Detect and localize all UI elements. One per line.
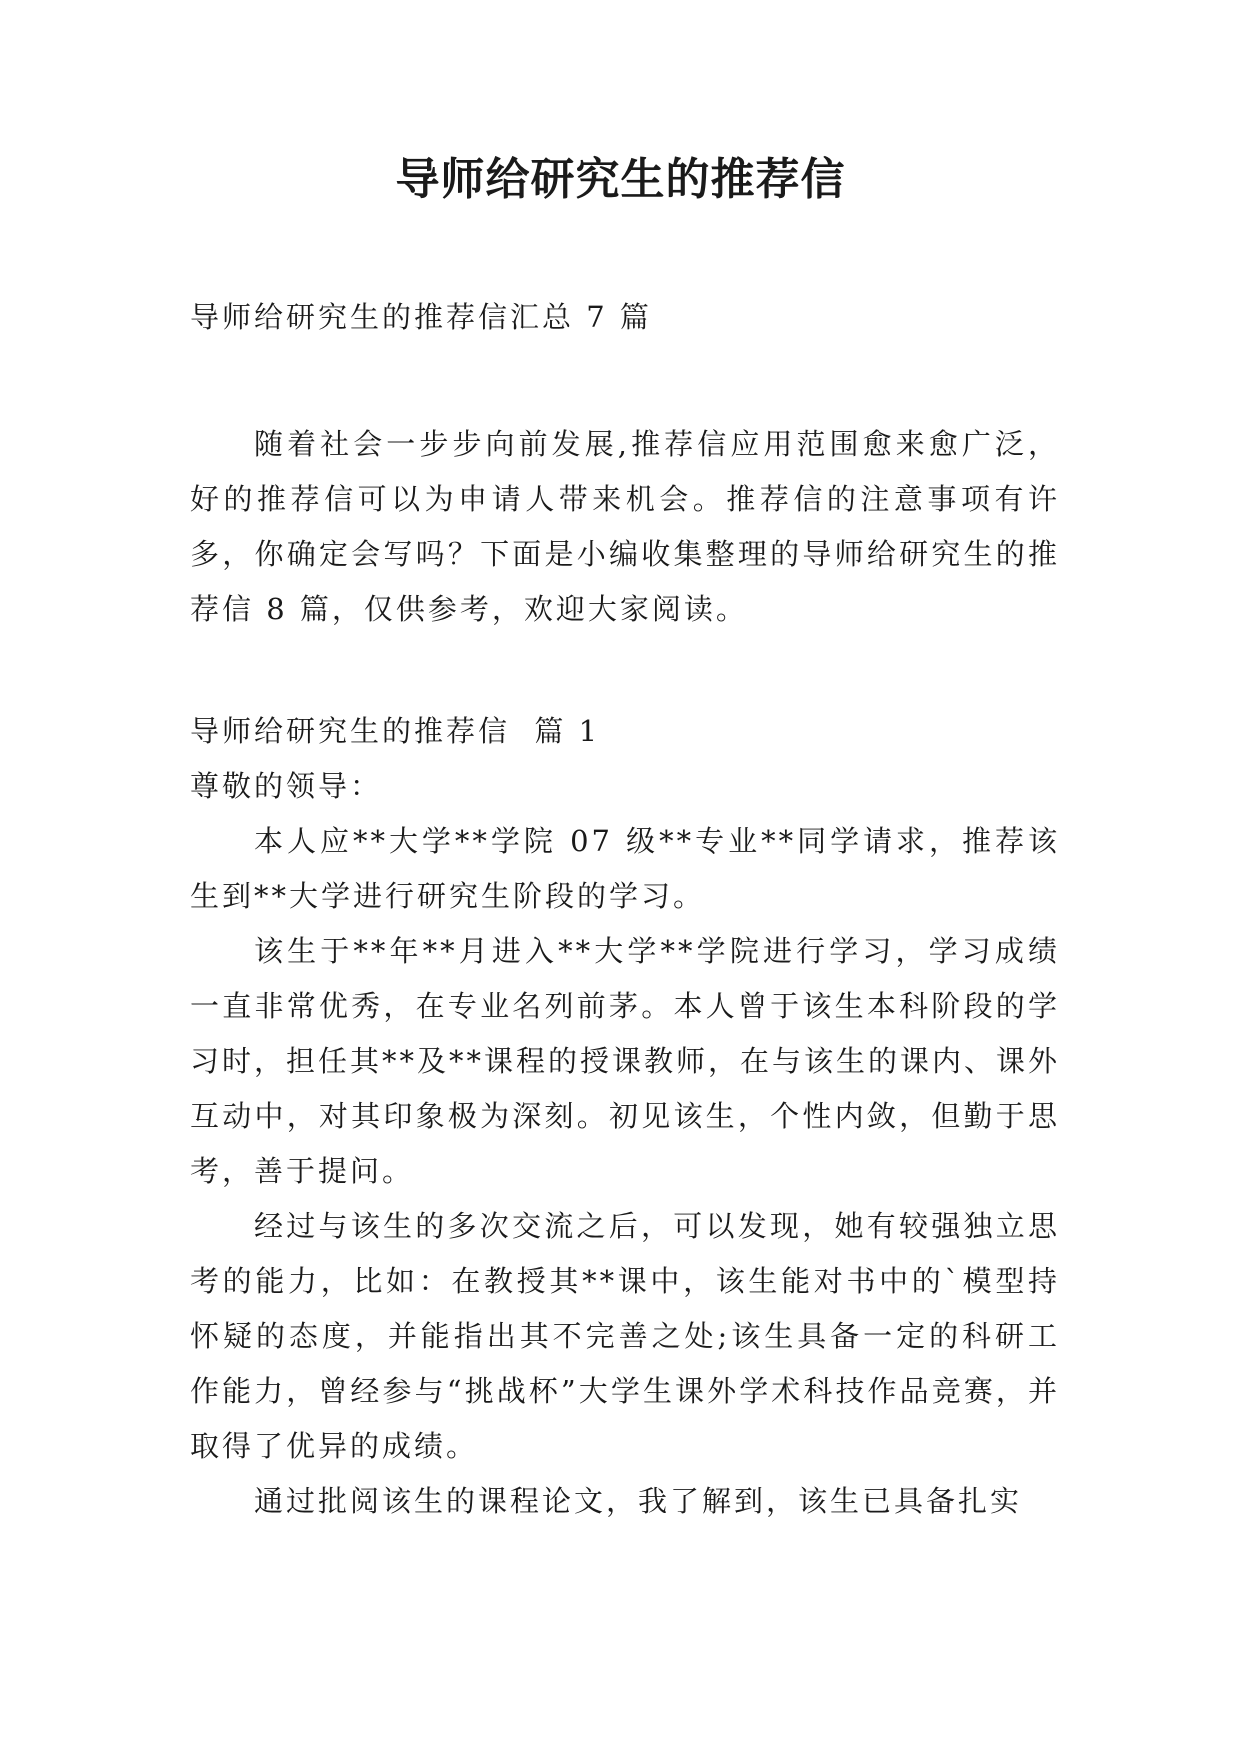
section-heading: 导师给研究生的推荐信 篇 1 [190,714,601,748]
intro-paragraph: 随着社会一步步向前发展,推荐信应用范围愈来愈广泛，好的推荐信可以为申请人带来机会。推荐信的注意事项有许多，你确定会写吗？下面是小编收集整理的导师给研究生的推荐信 8 篇，仅供参考，欢迎大家阅读。 [190,427,1060,626]
body-paragraph: 本人应**大学**学院 07 级**专业**同学请求，推荐该生到**大学进行研究生阶段的学习。 [190,824,1060,913]
salutation: 尊敬的领导： [190,769,383,803]
document-title: 导师给研究生的推荐信 [395,154,846,205]
body-paragraph: 经过与该生的多次交流之后，可以发现，她有较强独立思考的能力，比如：在教授其**课中，该生能对书中的`模型持怀疑的态度，并能指出其不完善之处;该生具备一定的科研工作能力，曾经参与“挑战杯”大学生课外学术科技作品竞赛，并取得了优异的成绩。 [190,1209,1060,1463]
body-paragraph: 该生于**年**月进入**大学**学院进行学习，学习成绩一直非常优秀，在专业名列前茅。本人曾于该生本科阶段的学习时，担任其**及**课程的授课教师，在与该生的课内、课外互动中，对其印象极为深刻。初见该生，个性内敛，但勤于思考，善于提问。 [190,934,1061,1188]
document-body [190,290,1060,1529]
document-subtitle: 导师给研究生的推荐信汇总 7 篇 [190,300,652,334]
body-paragraph: 通过批阅该生的课程论文，我了解到，该生已具备扎实 [254,1484,1023,1518]
